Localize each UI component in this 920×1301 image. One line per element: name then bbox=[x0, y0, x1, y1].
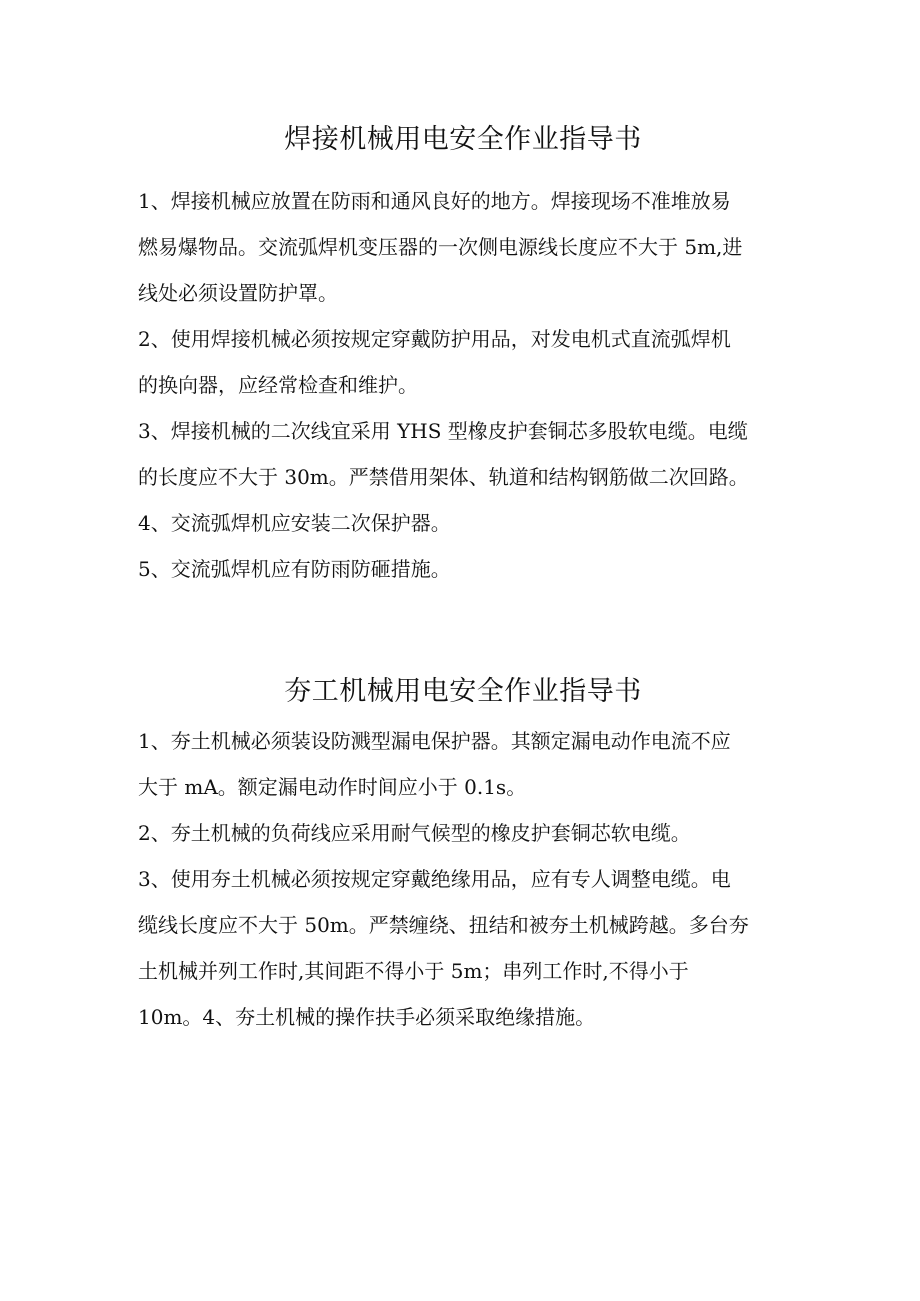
paragraph-line: 燃易爆物品。交流弧焊机变压器的一次侧电源线长度应不大于 5m,进 bbox=[138, 235, 743, 259]
paragraph-line: 2、使用焊接机械必须按规定穿戴防护用品，对发电机式直流弧焊机 bbox=[138, 327, 731, 351]
paragraph-line: 2、夯土机械的负荷线应采用耐气候型的橡皮护套铜芯软电缆。 bbox=[138, 821, 691, 845]
paragraph-line: 10m。4、夯土机械的操作扶手必须采取绝缘措施。 bbox=[138, 1005, 596, 1029]
section-title-tamping: 夯工机械用电安全作业指导书 bbox=[284, 676, 642, 707]
paragraph-line: 的换向器，应经常检查和维护。 bbox=[138, 373, 418, 397]
paragraph-line: 1、夯土机械必须装设防溅型漏电保护器。其额定漏电动作电流不应 bbox=[138, 729, 731, 753]
section-title-welding: 焊接机械用电安全作业指导书 bbox=[284, 124, 642, 155]
section-body-welding bbox=[138, 178, 788, 592]
section-body-tamping bbox=[138, 718, 788, 1040]
paragraph-line: 4、交流弧焊机应安装二次保护器。 bbox=[138, 511, 451, 535]
paragraph-line: 5、交流弧焊机应有防雨防砸措施。 bbox=[138, 557, 451, 581]
paragraph-line: 缆线长度应不大于 50m。严禁缠绕、扭结和被夯土机械跨越。多台夯 bbox=[138, 913, 749, 937]
paragraph-line: 3、使用夯土机械必须按规定穿戴绝缘用品，应有专人调整电缆。电 bbox=[138, 867, 731, 891]
paragraph-line: 的长度应不大于 30m。严禁借用架体、轨道和结构钢筋做二次回路。 bbox=[138, 465, 749, 489]
paragraph-line: 大于 mA。额定漏电动作时间应小于 0.1s。 bbox=[138, 775, 527, 799]
paragraph-line: 1、焊接机械应放置在防雨和通风良好的地方。焊接现场不准堆放易 bbox=[138, 189, 731, 213]
paragraph-line: 土机械并列工作时,其间距不得小于 5m；串列工作时,不得小于 bbox=[138, 959, 689, 983]
paragraph-line: 3、焊接机械的二次线宜采用 YHS 型橡皮护套铜芯多股软电缆。电缆 bbox=[138, 419, 748, 443]
paragraph-line: 线处必须设置防护罩。 bbox=[138, 281, 338, 305]
